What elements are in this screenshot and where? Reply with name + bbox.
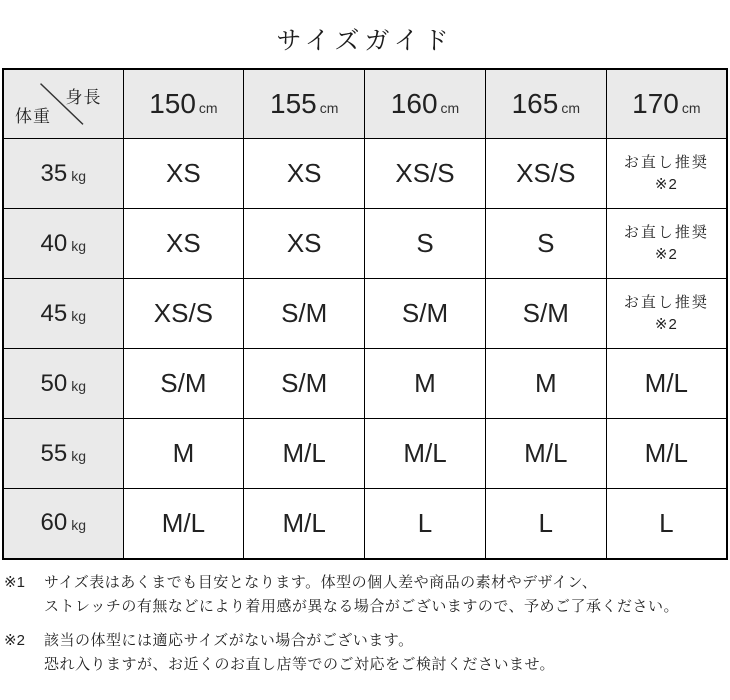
height-unit: cm [561,100,580,116]
footnote-marker: ※1 [4,573,25,591]
size-cell: S [485,209,606,279]
weight-unit: kg [71,447,86,464]
weight-value: 45 [40,299,68,327]
size-cell: L [606,489,727,559]
footnote-text [44,571,730,619]
alteration-note-ref: ※2 [654,175,678,193]
size-cell: M/L [365,419,486,489]
size-cell: S/M [365,279,486,349]
size-cell: XS [244,209,365,279]
row-header-35kg [3,139,123,209]
column-header-160cm [365,69,486,139]
size-cell: S/M [485,279,606,349]
row-header-40kg [3,209,123,279]
size-cell: XS [244,139,365,209]
alteration-note-ref: ※2 [654,315,678,333]
size-cell: XS/S [365,139,486,209]
table-row-60kg [3,489,727,559]
size-cell: XS/S [123,279,244,349]
size-cell: M/L [244,489,365,559]
page-title: サイズガイド [276,27,454,55]
height-value: 170 [632,88,679,119]
weight-value: 35 [40,159,68,187]
weight-value: 50 [40,369,68,397]
weight-value: 40 [40,229,68,257]
height-value: 150 [149,88,196,119]
height-unit: cm [440,100,460,116]
footnote-line: サイズ表はあくまでも目安となります。体型の個人差や商品の素材やデザイン、 [44,573,598,591]
weight-unit: kg [71,517,86,534]
height-value: 160 [390,88,438,119]
size-cell: XS/S [485,139,606,209]
size-cell: M/L [606,349,727,419]
table-row-40kg [3,209,727,279]
weight-value: 60 [40,509,68,537]
alteration-text: お直し推奨 [623,223,709,241]
size-guide-table [2,68,728,560]
height-unit: cm [319,100,339,116]
size-cell: M/L [485,419,606,489]
size-cell-alteration [606,139,727,209]
column-header-150cm [123,69,244,139]
row-header-50kg [3,349,123,419]
footnote-text [44,629,730,677]
size-cell: M/L [244,419,365,489]
footnote-line: ストレッチの有無などにより着用感が異なる場合がございますので、予めご了承ください。 [44,597,680,615]
weight-unit: kg [71,237,86,254]
size-cell: L [485,489,606,559]
size-cell-alteration [606,279,727,349]
footnote-line: 該当の体型には適応サイズがない場合がございます。 [44,631,414,649]
weight-unit: kg [71,307,86,324]
column-header-155cm [244,69,365,139]
row-header-60kg [3,489,123,559]
weight-unit: kg [71,167,86,184]
column-header-165cm [485,69,606,139]
size-cell: M [485,349,606,419]
height-value: 165 [511,88,559,119]
size-cell: S/M [244,349,365,419]
footnote-1 [4,571,730,619]
table-row-55kg [3,419,727,489]
footnote-line: 恐れ入りますが、お近くのお直し店等でのご対応をご検討くださいませ。 [44,655,556,673]
size-cell: M/L [606,419,727,489]
height-value: 155 [270,88,317,119]
size-cell: XS [123,139,244,209]
header-row [3,69,727,139]
size-cell: S/M [244,279,365,349]
size-cell: M [123,419,244,489]
table-row-35kg [3,139,727,209]
table-header [3,69,727,139]
footnote-marker: ※2 [4,631,25,649]
weight-value: 55 [40,439,68,467]
size-cell: M [365,349,486,419]
alteration-text: お直し推奨 [623,293,709,311]
size-cell: XS [123,209,244,279]
size-cell: S/M [123,349,244,419]
height-axis-label: 身長 [65,88,102,107]
row-header-55kg [3,419,123,489]
height-unit: cm [198,100,218,116]
table-body [3,139,727,559]
corner-header-cell [3,69,123,139]
size-cell: M/L [123,489,244,559]
row-header-45kg [3,279,123,349]
size-cell-alteration [606,209,727,279]
footnote-2 [4,629,730,677]
weight-unit: kg [71,377,86,394]
column-header-170cm [606,69,727,139]
size-cell: S [365,209,486,279]
height-unit: cm [681,100,701,116]
alteration-note-ref: ※2 [654,245,678,263]
footnotes [4,571,730,677]
weight-axis-label: 体重 [15,107,51,126]
size-cell: L [365,489,486,559]
alteration-text: お直し推奨 [623,153,709,171]
table-row-45kg [3,279,727,349]
table-row-50kg [3,349,727,419]
